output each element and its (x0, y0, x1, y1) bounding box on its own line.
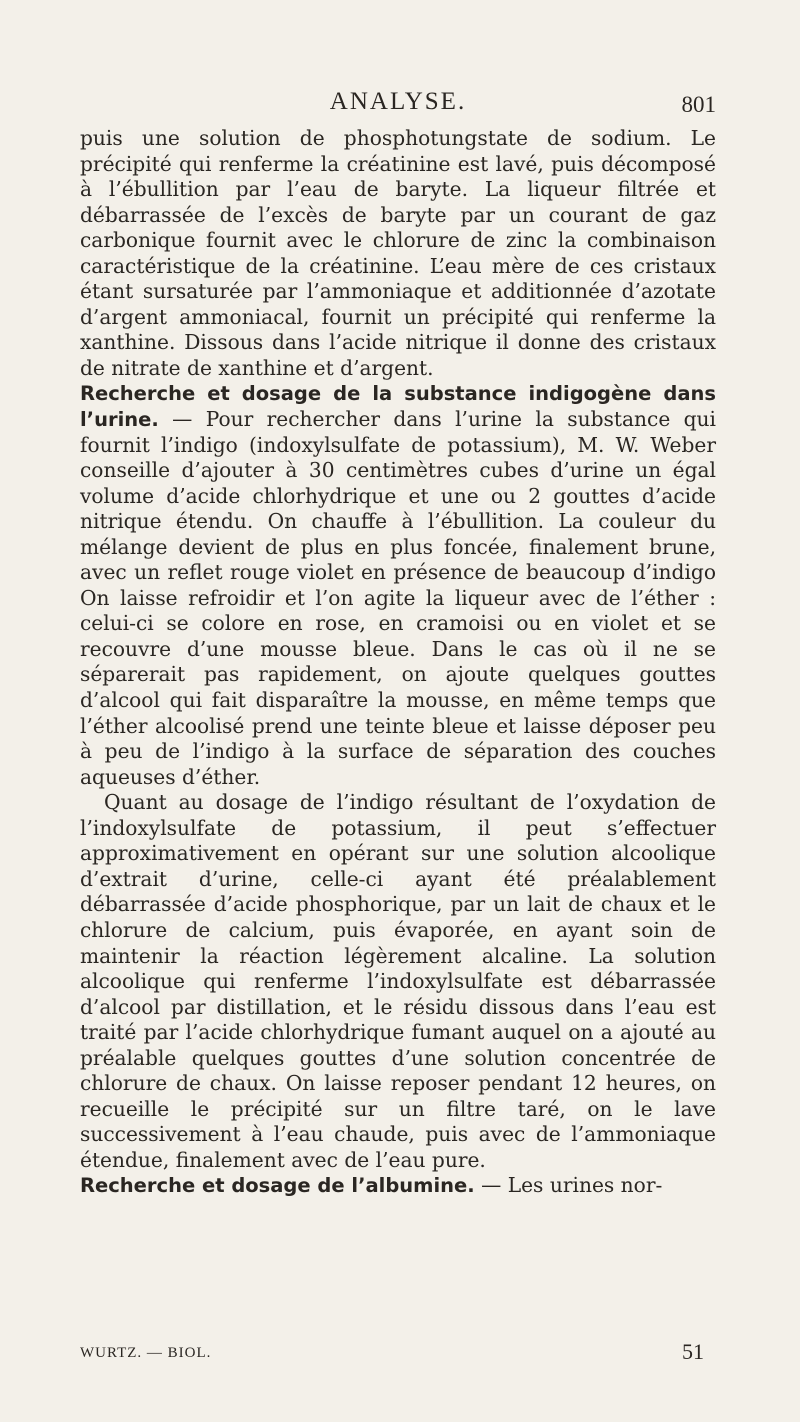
sheet-number: 51 (682, 1339, 704, 1364)
paragraph-1-text: puis une solution de phosphotungstate de sodium. Le précipité qui renferme la créatinine est lavé, puis décomposé à l’ébullition par l’eau de baryte. La liqueur filtrée et débarrassée de l’excès de baryte par un courant de gaz carbonique fournit avec le chlorure de zinc la combinaison caractéristique de la créatinine. L’eau mère de ces cristaux étant sursaturée par l’ammoniaque et additionnée d’azotate d’argent ammoniacal, fournit un précipité qui renferme la xanthine. Dissous dans l’acide nitrique il donne des cristaux de nitrate de xanthine et d’argent. (80, 126, 716, 380)
body-text (80, 126, 716, 1199)
paragraph-4 (80, 1173, 716, 1199)
page-footer (80, 1339, 716, 1367)
paragraph-3-text: Quant au dosage de l’indigo résultant de l’oxydation de l’indoxylsulfate de potassium, il peut s’effectuer approximativement en opérant sur une solution alcoolique d’extrait d’urine, celle-ci ayant été préalablement débarrassée d’acide phosphorique, par un lait de chaux et le chlorure de calcium, puis évaporée, en ayant soin de maintenir la réaction légèrement alcaline. La solution alcoolique qui renferme l’indoxylsulfate est débarrassée d’alcool par distillation, et le résidu dissous dans l’eau est traité par l’acide chlorhydrique fumant auquel on a ajouté au préalable quelques gouttes d’une solution concentrée de chlorure de chaux. On laisse reposer pendant 12 heures, on recueille le précipité sur un filtre taré, on le lave successivement à l’eau chaude, puis avec de l’ammoniaque étendue, finalement avec de l’eau pure. (80, 790, 716, 1172)
page-number: 801 (681, 92, 716, 117)
section-heading-albumine: Recherche et dosage de l’albumine. (80, 1174, 475, 1198)
page-header (80, 88, 716, 116)
paragraph-2 (80, 381, 716, 790)
paragraph-1 (80, 126, 716, 381)
section-heading-indigo: Recherche et dosage de la substance indigogène dans l’urine. (80, 382, 716, 432)
printer-signature: WURTZ. — BIOL. (80, 1345, 212, 1361)
paragraph-2-text: — Pour rechercher dans l’urine la substance qui fournit l’indigo (indoxylsulfate de potassium), M. W. Weber conseille d’ajouter à 30 centimètres cubes d’urine un égal volume d’acide chlorhydrique et une ou 2 gouttes d’acide nitrique étendu. On chauffe à l’ébullition. La couleur du mélange devient de plus en plus foncée, finalement brune, avec un reflet rouge violet en présence de beaucoup d’indigo On laisse refroidir et l’on agite la liqueur avec de l’éther : celui-ci se colore en rose, en cramoisi ou en violet et se recouvre d’une mousse bleue. Dans le cas où il ne se séparerait pas rapidement, on ajoute quelques gouttes d’alcool qui fait disparaître la mousse, en même temps que l’éther alcoolisé prend une teinte bleue et laisse déposer peu à peu de l’indigo à la surface de séparation des couches aqueuses d’éther. (80, 407, 716, 789)
paragraph-4-text: — Les urines nor- (474, 1173, 663, 1198)
paragraph-3 (80, 790, 716, 1173)
running-head: ANALYSE. (329, 88, 467, 115)
